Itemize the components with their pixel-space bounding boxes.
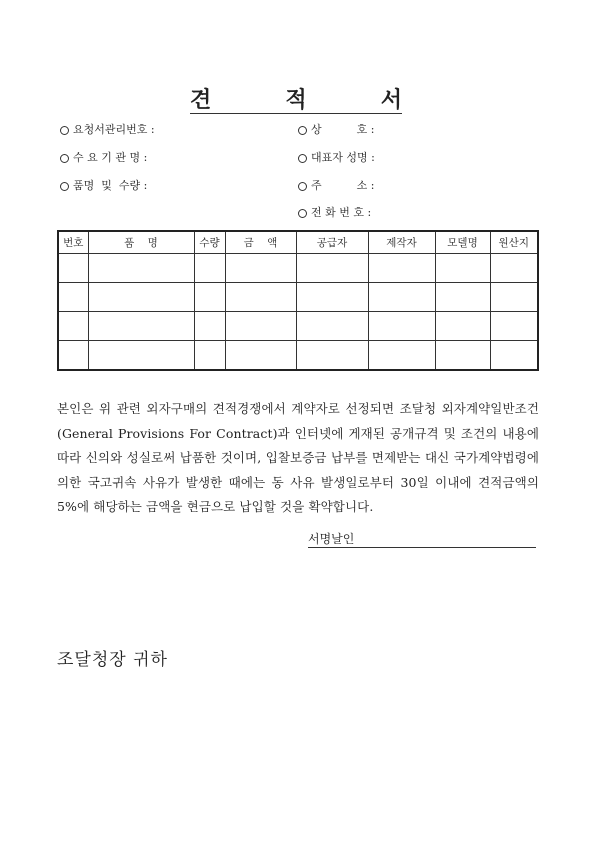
table-cell [225,283,296,312]
info-label: 품명 및 수량 : [73,179,148,192]
circle-bullet-icon [60,154,69,163]
info-label: 전 화 번 호 : [311,206,372,219]
column-header: 공급자 [296,231,368,254]
table-row [58,341,538,371]
info-address [298,179,374,193]
title-char-1: 견 [190,87,212,113]
info-representative [298,151,375,165]
signature-line [308,533,536,548]
column-header: 수량 [194,231,225,254]
table-cell [296,254,368,283]
table-cell [368,341,435,371]
info-request-number [60,123,155,137]
table-cell [58,254,88,283]
column-header: 번호 [58,231,88,254]
document-title [190,86,402,114]
table-cell [435,341,490,371]
table-cell [88,254,194,283]
table-cell [194,254,225,283]
table-cell [225,254,296,283]
table-cell [435,254,490,283]
circle-bullet-icon [60,126,69,135]
pledge-paragraph: 본인은 위 관련 외자구매의 견적경쟁에서 계약자로 선정되면 조달청 외자계약일반조건(General Provisions For Contract)과 인터넷에 게재된 공개규격 및 조건의 내용에 따라 신의와 성실로써 납품한 것이며, 입찰보증금 납부를 면제받는 대신 국가계약법령에 의한 국고귀속 사유가 발생한 때에는 동 사유 발생일로부터 30일 이내에 견적금액의 5%에 해당하는 금액을 현금으로 납입할 것을 확약합니다. [57,401,539,514]
table-header-row [58,231,538,254]
table-cell [490,341,538,371]
info-label: 수 요 기 관 명 : [73,151,148,164]
quotation-table [57,230,539,371]
table-cell [58,283,88,312]
table-cell [490,312,538,341]
column-header: 금 액 [225,231,296,254]
table-cell [225,341,296,371]
info-label: 주 소 : [311,179,375,192]
circle-bullet-icon [298,126,307,135]
column-header: 품 명 [88,231,194,254]
circle-bullet-icon [60,182,69,191]
table-cell [296,341,368,371]
table-cell [296,312,368,341]
table-cell [368,254,435,283]
table-cell [58,341,88,371]
column-header: 원산지 [490,231,538,254]
info-label: 상 호 : [311,123,375,136]
circle-bullet-icon [298,154,307,163]
table-cell [194,283,225,312]
table-cell [58,312,88,341]
table-cell [296,283,368,312]
circle-bullet-icon [298,209,307,218]
table-cell [194,312,225,341]
circle-bullet-icon [298,182,307,191]
table-cell [435,283,490,312]
info-label: 요청서관리번호 : [73,123,155,136]
table-cell [88,341,194,371]
info-label: 대표자 성명 : [311,151,375,164]
signature-label: 서명날인 [308,532,355,546]
column-header: 모델명 [435,231,490,254]
table-cell [368,312,435,341]
info-demand-agency [60,151,147,165]
table-row [58,283,538,312]
table-cell [88,283,194,312]
table-row [58,312,538,341]
title-char-3: 서 [380,87,402,113]
info-item-and-quantity [60,179,147,193]
column-header: 제작자 [368,231,435,254]
table-cell [490,254,538,283]
title-char-2: 적 [285,87,307,113]
table-cell [368,283,435,312]
table-cell [88,312,194,341]
info-phone [298,206,371,220]
table-cell [194,341,225,371]
table-row [58,254,538,283]
info-company-name [298,123,374,137]
addressee: 조달청장 귀하 [57,650,168,670]
table-cell [435,312,490,341]
table-cell [225,312,296,341]
table-cell [490,283,538,312]
